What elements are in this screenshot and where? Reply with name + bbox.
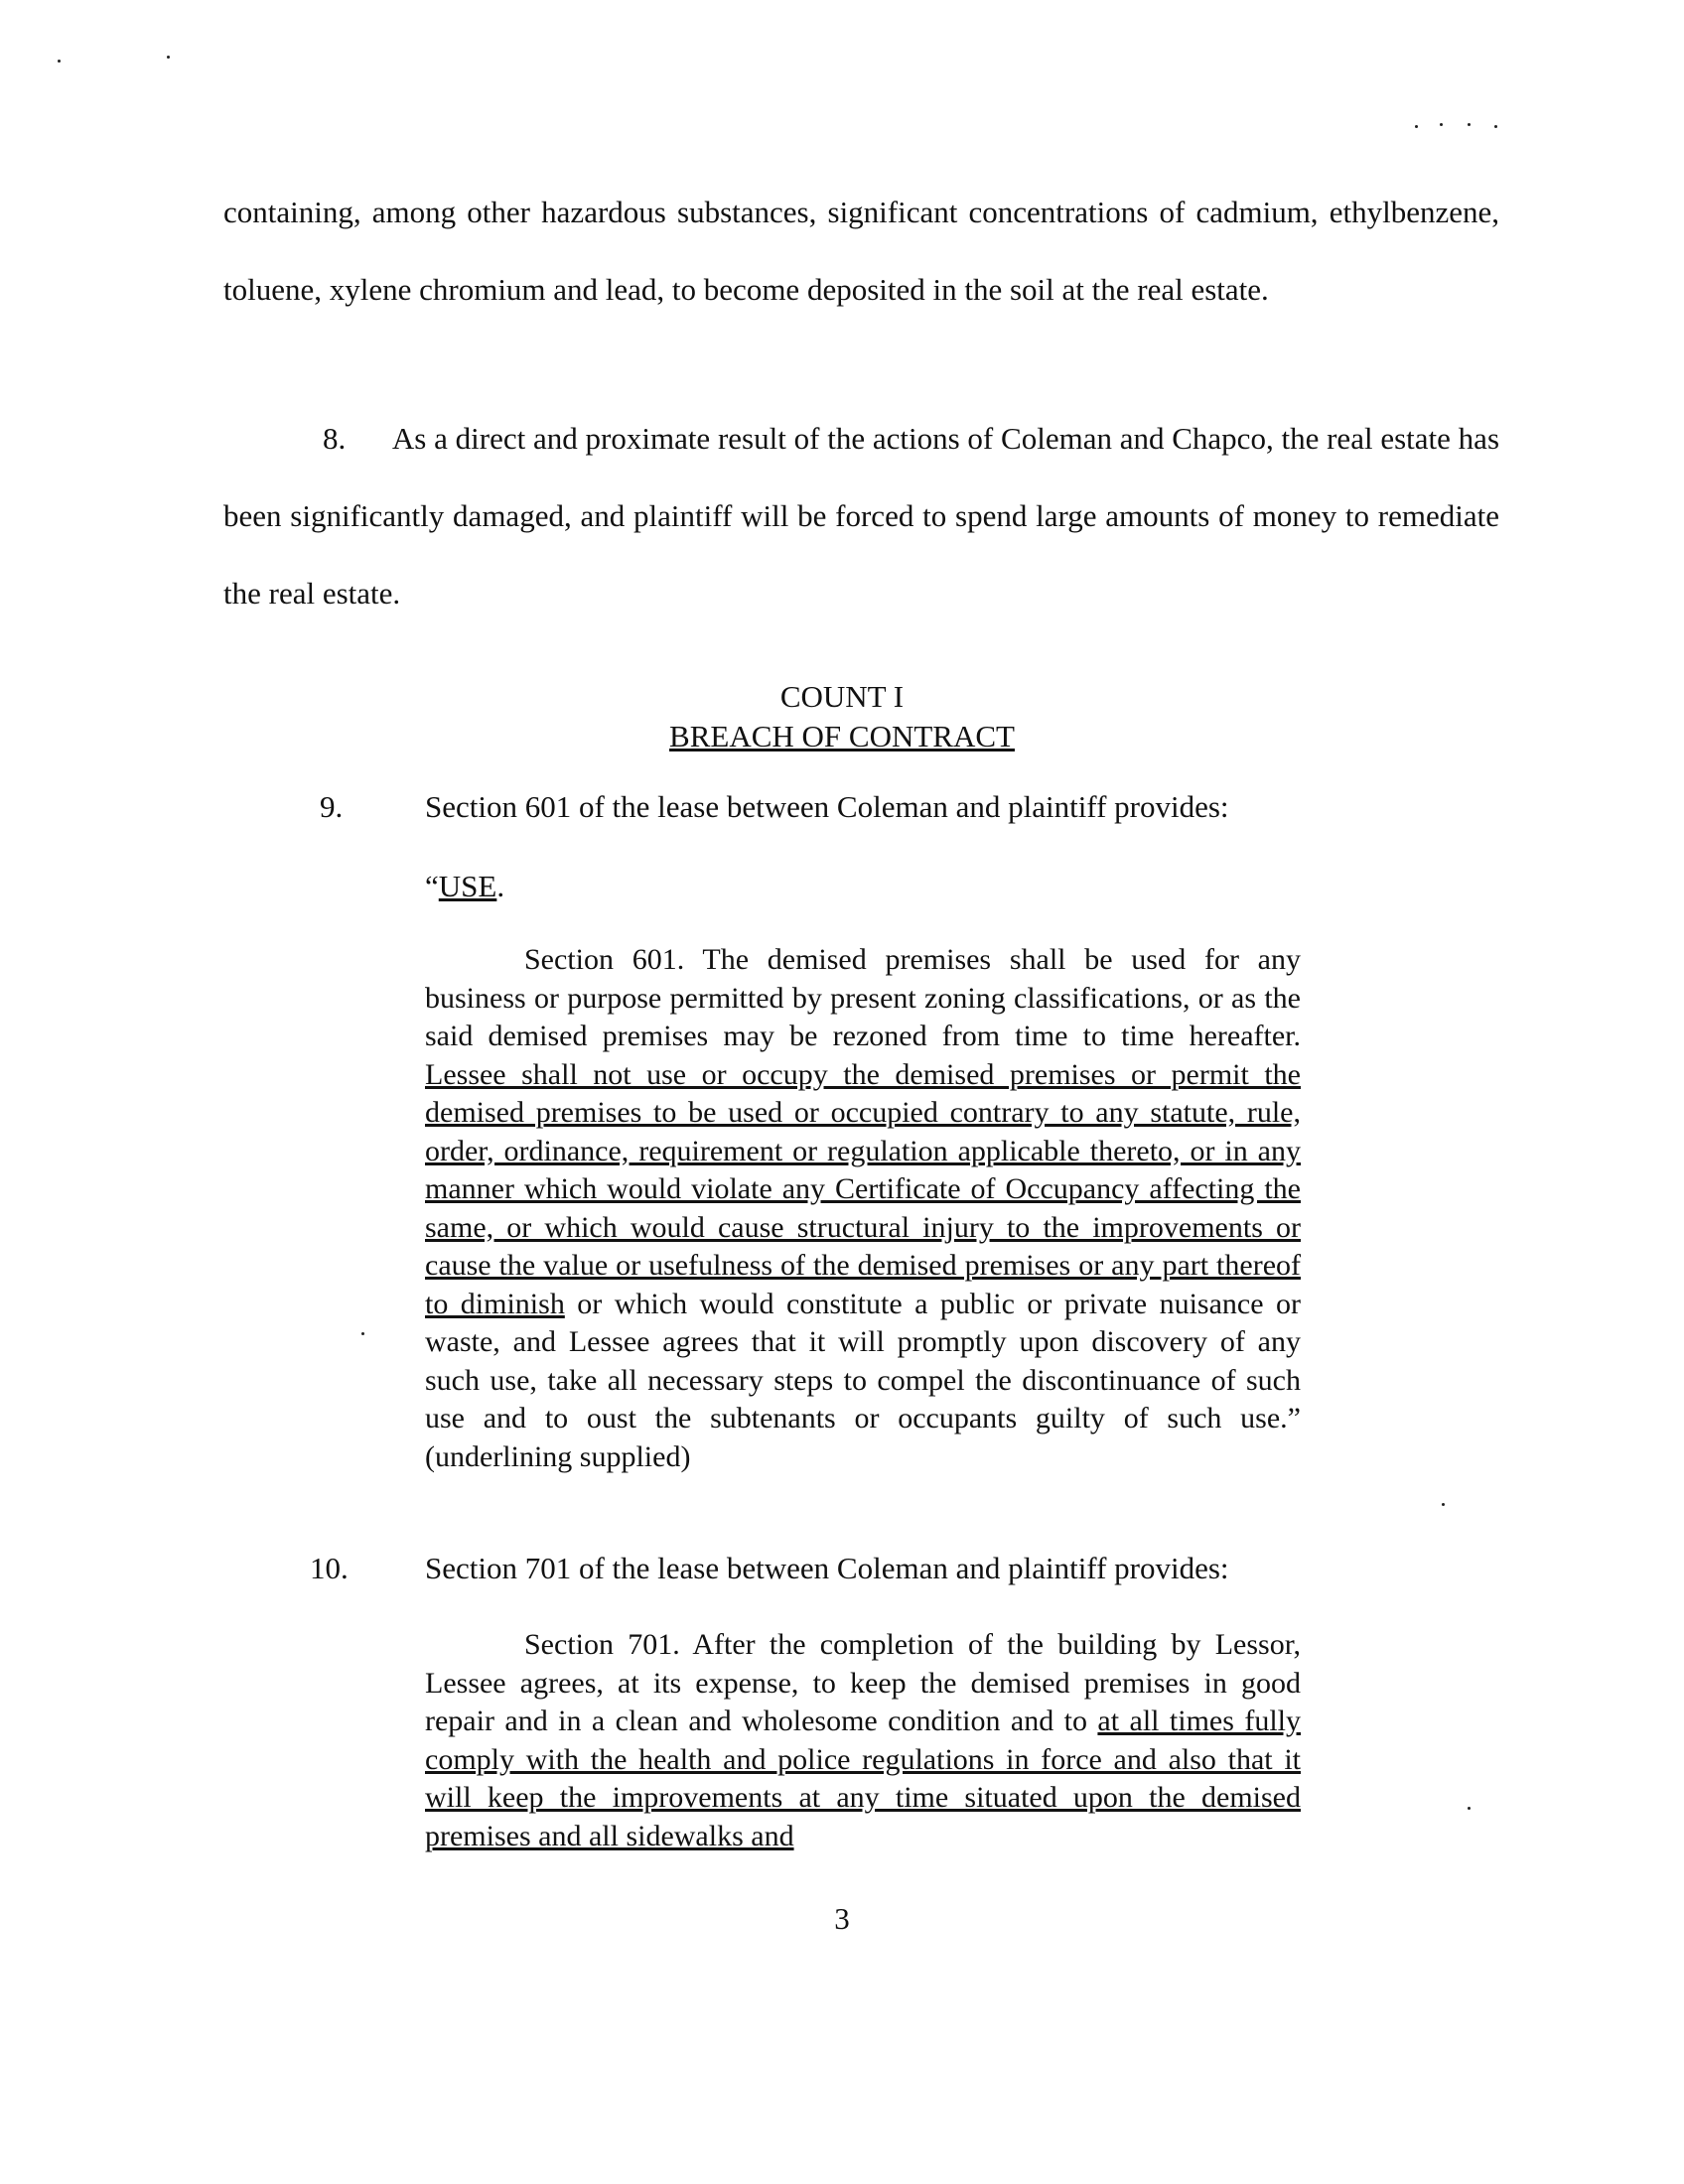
use-label-open-quote: “ [425,869,439,903]
page-number: 3 [834,1901,850,1936]
paragraph-8-text: As a direct and proximate result of the actions of Coleman and Chapco, the real estate has been significantly damaged, and plaintiff will be forced to spend large amounts of money to remediate the real estate. [223,421,1500,611]
paragraph-9 [0,789,1684,829]
paragraph-8 [223,400,1499,632]
use-label-word: USE [438,869,497,903]
use-label [425,869,504,904]
section-701-plain: Section 701. After the completion of the building by Lessor, Lessee agrees, at its expense, to keep the demised premises in good repair and in a clean and wholesome condition and to [425,1628,1301,1737]
count-title: COUNT I [779,679,905,714]
paragraph-10 [0,1551,1684,1590]
scan-speck [1468,123,1471,126]
paragraph-9-text: Section 601 of the lease between Coleman and plaintiff provides: [425,789,1229,824]
count-heading [0,677,1684,756]
section-701-quote [425,1626,1301,1855]
paragraph-10-text: Section 701 of the lease between Coleman and plaintiff provides: [425,1551,1229,1585]
scan-speck [1468,1807,1471,1810]
scan-speck [361,1332,364,1335]
section-601-underlined: Lessee shall not use or occupy the demised premises or permit the demised premises to be used or occupied contrary to any statute, rule, order, ordinance, requirement or regulation applicable thereto, or in any manner which would violate any Certificate of Occupancy affecting the same, or which would cause structural injury to the improvements or cause the value or usefulness of the demised premises or any part thereof to diminish [425,1057,1301,1320]
scan-speck [167,56,170,59]
use-label-period: . [496,869,505,903]
scan-speck [1442,1503,1445,1506]
section-601-plain-2: or which would constitute a public or private nuisance or waste, and Lessee agrees that it will promptly upon discovery of any such use, take all necessary steps to compel the discontinuance of such use and to oust the subtenants or occupants guilty of such use.” (underlining supplied) [425,1287,1301,1473]
count-subtitle: BREACH OF CONTRACT [669,719,1015,753]
section-701-underlined: at all times fully comply with the health and police regulations in force and also that it will keep the improvements at any time situated upon the demised premises and all sidewalks and [425,1705,1302,1852]
section-601-quote [425,941,1301,1476]
scan-speck [1494,125,1497,128]
continued-paragraph-text: containing, among other hazardous substances, significant concentrations of cadmium, ethylbenzene, toluene, xylene chromium and lead, to become deposited in the soil at the real estate. [223,195,1499,307]
continued-paragraph [223,174,1499,329]
paragraph-9-number: 9. [320,789,344,824]
scan-speck [1440,123,1443,126]
section-601-plain-1: Section 601. The demised premises shall be used for any business or purpose permitted by present zoning classifications, or as the said demised premises may be rezoned from time to time hereafter. [425,943,1301,1052]
paragraph-8-number: 8. [323,421,347,456]
paragraph-10-number: 10. [310,1551,349,1585]
scan-speck [58,60,61,63]
scan-speck [1415,125,1418,128]
